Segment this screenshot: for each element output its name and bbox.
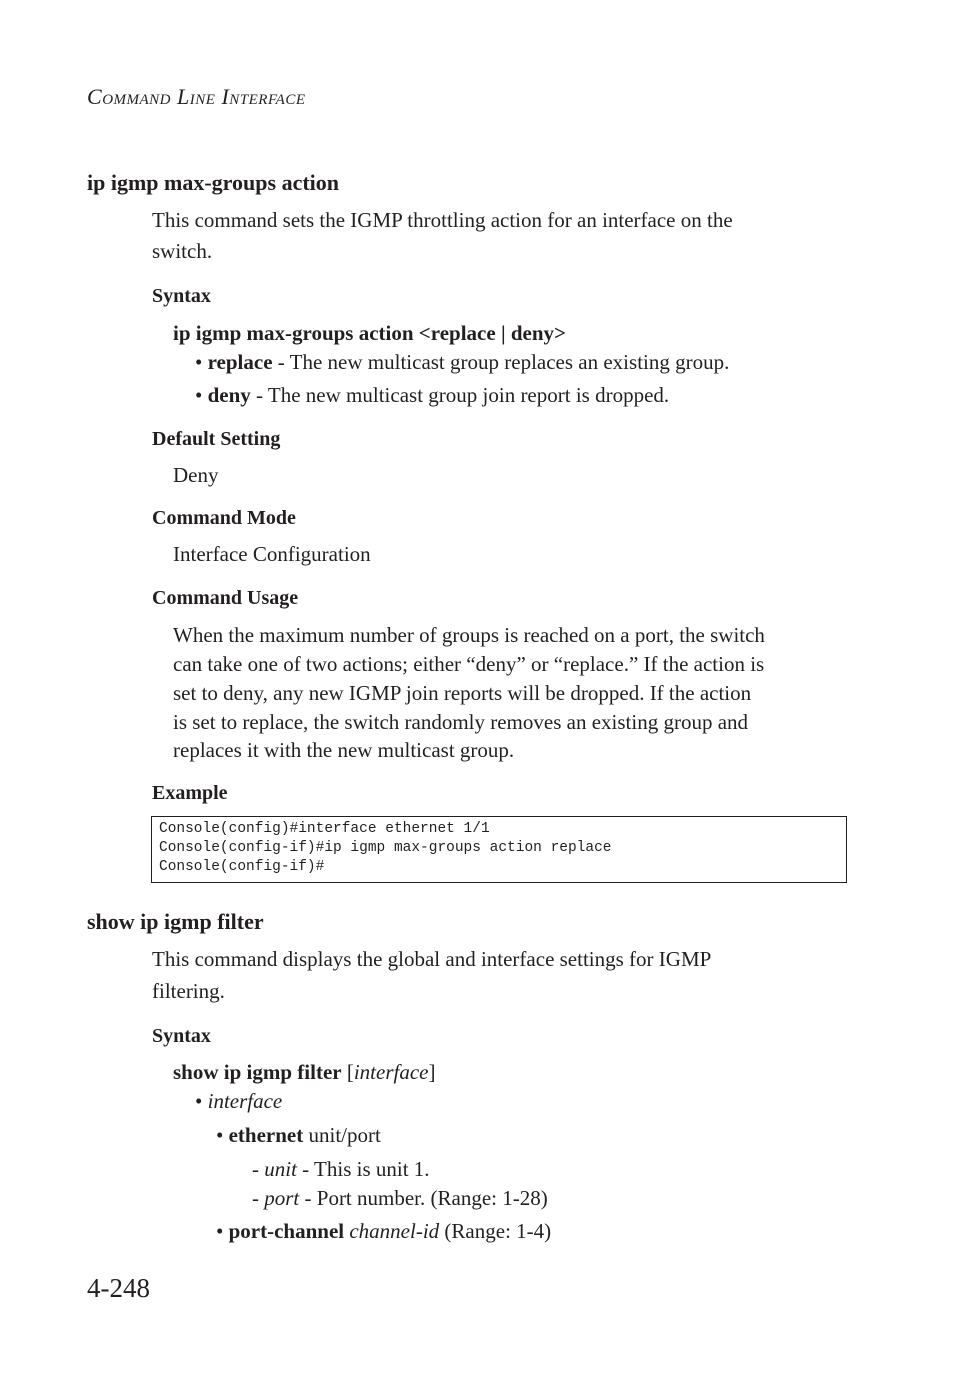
example-heading: Example xyxy=(152,782,228,804)
param-name: replace xyxy=(207,350,273,374)
header-small-caps: INE xyxy=(189,92,216,108)
syntax-command: ip igmp max-groups action <replace | deny> xyxy=(173,321,566,345)
param-text: unit/port xyxy=(303,1123,381,1147)
param-name: deny xyxy=(207,383,251,407)
mode-value: Interface Configuration xyxy=(173,542,371,566)
param-item xyxy=(195,1089,282,1114)
param-text: - The new multicast group replaces an existing group. xyxy=(272,350,730,374)
bracket-open: [ xyxy=(341,1060,354,1084)
command-title: ip igmp max-groups action xyxy=(87,170,340,195)
param-item xyxy=(216,1123,381,1148)
param-text: - Port number. (Range: 1-28) xyxy=(299,1186,548,1210)
dash-icon: - xyxy=(252,1186,259,1210)
param-name: interface xyxy=(207,1089,283,1113)
bullet-icon: • xyxy=(216,1219,224,1243)
usage-line: can take one of two actions; either “deny” or “replace.” If the action is xyxy=(173,652,765,676)
code-line: Console(config-if)# xyxy=(159,859,325,875)
param-name: port-channel xyxy=(228,1219,345,1243)
param-item xyxy=(216,1219,551,1244)
bullet-icon: • xyxy=(195,383,203,407)
sub-param-item xyxy=(252,1186,548,1211)
header-small-caps: NTERFACE xyxy=(229,92,306,108)
bullet-icon: • xyxy=(216,1123,224,1147)
page-number: 4-248 xyxy=(87,1273,150,1303)
param-text: - The new multicast group join report is dropped. xyxy=(250,383,670,407)
param-text: (Range: 1-4) xyxy=(439,1219,552,1243)
usage-line: When the maximum number of groups is reached on a port, the switch xyxy=(173,623,765,647)
param-name: unit xyxy=(264,1157,297,1181)
description-line: switch. xyxy=(152,239,213,263)
description-line: This command displays the global and interface settings for IGMP xyxy=(152,947,712,971)
param-value: channel-id xyxy=(349,1219,440,1243)
running-header xyxy=(87,84,306,110)
syntax-heading: Syntax xyxy=(152,1025,211,1047)
usage-line: is set to replace, the switch randomly removes an existing group and xyxy=(173,710,749,734)
bullet-icon: • xyxy=(195,350,203,374)
syntax-param: interface xyxy=(353,1060,429,1084)
description-line: This command sets the IGMP throttling action for an interface on the xyxy=(152,208,733,232)
default-heading: Default Setting xyxy=(152,428,281,450)
usage-heading: Command Usage xyxy=(152,587,299,609)
command-title: show ip igmp filter xyxy=(87,909,264,934)
bracket-close: ] xyxy=(428,1060,436,1084)
header-small-caps: OMMAND xyxy=(102,92,172,108)
syntax-heading: Syntax xyxy=(152,285,211,307)
description-line: filtering. xyxy=(152,979,225,1003)
syntax-command-name: show ip igmp filter xyxy=(173,1060,342,1084)
code-line: Console(config-if)#ip igmp max-groups action replace xyxy=(159,840,612,856)
usage-line: set to deny, any new IGMP join reports will be dropped. If the action xyxy=(173,681,752,705)
param-text: - This is unit 1. xyxy=(296,1157,430,1181)
header-cap-c: C xyxy=(87,84,103,109)
dash-icon: - xyxy=(252,1157,259,1181)
sub-param-item xyxy=(252,1157,430,1182)
param-name: ethernet xyxy=(228,1123,304,1147)
code-example-box xyxy=(151,816,847,883)
mode-heading: Command Mode xyxy=(152,507,296,529)
usage-line: replaces it with the new multicast group. xyxy=(173,738,515,762)
header-cap-i: I xyxy=(221,84,230,109)
code-line: Console(config)#interface ethernet 1/1 xyxy=(159,821,490,837)
syntax-command xyxy=(173,1060,435,1085)
param-name: port xyxy=(264,1186,300,1210)
bullet-icon: • xyxy=(195,1089,203,1113)
param-item xyxy=(195,350,729,375)
header-cap-l: L xyxy=(177,84,190,109)
param-item xyxy=(195,383,669,408)
default-value: Deny xyxy=(173,463,219,487)
